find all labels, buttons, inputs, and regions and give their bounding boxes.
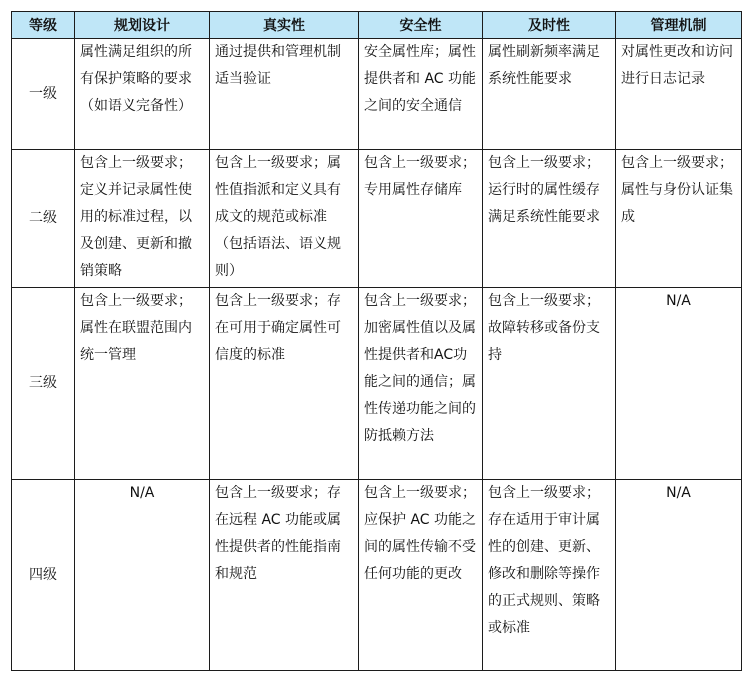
table-row (12, 150, 742, 288)
header-planning: 规划设计 (75, 12, 210, 39)
authenticity-cell: 通过提供和管理机制适当验证 (210, 39, 359, 150)
planning-cell: 属性满足组织的所有保护策略的要求（如语义完备性） (75, 39, 210, 150)
security-cell: 包含上一级要求；加密属性值以及属性提供者和AC功能之间的通信；属性传递功能之间的防抵赖方法 (359, 288, 483, 480)
planning-cell: N/A (75, 480, 210, 671)
management-cell: 对属性更改和访问进行日志记录 (616, 39, 742, 150)
table-row (12, 288, 742, 480)
security-cell: 包含上一级要求；应保护 AC 功能之间的属性传输不受任何功能的更改 (359, 480, 483, 671)
authenticity-cell: 包含上一级要求；存在远程 AC 功能或属性提供者的性能指南和规范 (210, 480, 359, 671)
timeliness-cell: 包含上一级要求；故障转移或备份支持 (483, 288, 616, 480)
level-cell: 三级 (12, 288, 75, 480)
planning-cell: 包含上一级要求；定义并记录属性使用的标准过程，以及创建、更新和撤销策略 (75, 150, 210, 288)
header-row (12, 12, 742, 39)
management-cell: N/A (616, 480, 742, 671)
authenticity-cell: 包含上一级要求；存在可用于确定属性可信度的标准 (210, 288, 359, 480)
security-cell: 安全属性库；属性提供者和 AC 功能之间的安全通信 (359, 39, 483, 150)
table-row (12, 480, 742, 671)
header-security: 安全性 (359, 12, 483, 39)
header-timeliness: 及时性 (483, 12, 616, 39)
management-cell: N/A (616, 288, 742, 480)
attribute-maturity-table (11, 11, 742, 671)
header-level: 等级 (12, 12, 75, 39)
security-cell: 包含上一级要求；专用属性存储库 (359, 150, 483, 288)
timeliness-cell: 包含上一级要求；运行时的属性缓存满足系统性能要求 (483, 150, 616, 288)
planning-cell: 包含上一级要求；属性在联盟范围内统一管理 (75, 288, 210, 480)
level-cell: 四级 (12, 480, 75, 671)
level-cell: 二级 (12, 150, 75, 288)
timeliness-cell: 属性刷新频率满足系统性能要求 (483, 39, 616, 150)
management-cell: 包含上一级要求；属性与身份认证集成 (616, 150, 742, 288)
level-cell: 一级 (12, 39, 75, 150)
header-management: 管理机制 (616, 12, 742, 39)
authenticity-cell: 包含上一级要求；属性值指派和定义具有成文的规范或标准（包括语法、语义规则） (210, 150, 359, 288)
table-row (12, 39, 742, 150)
timeliness-cell: 包含上一级要求；存在适用于审计属性的创建、更新、修改和删除等操作的正式规则、策略或标准 (483, 480, 616, 671)
header-authenticity: 真实性 (210, 12, 359, 39)
maturity-table-container (11, 11, 742, 671)
